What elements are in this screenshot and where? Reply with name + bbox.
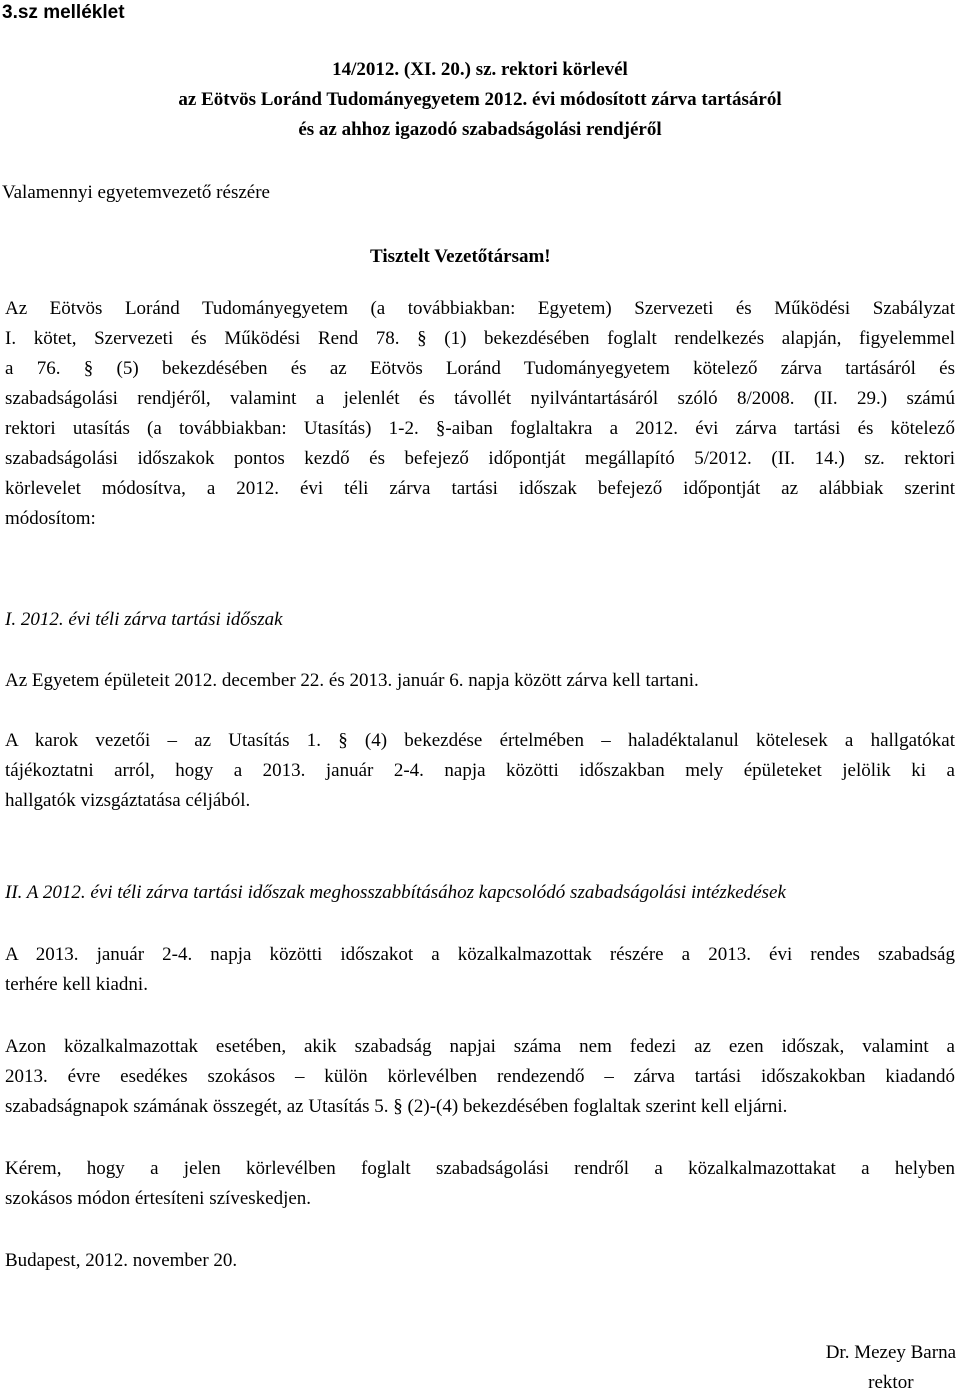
- section-2-line: Azon közalkalmazottak esetében, akik szabadság napjai száma nem fedezi az ezen időszak, valamint a: [5, 1036, 955, 1057]
- intro-line: körlevelet módosítva, a 2012. évi téli zárva tartási időszak befejező időpontját az alábbiak szerint: [5, 478, 955, 499]
- intro-line: szabadságolási rendjéről, valamint a jelenlét és távollét nyilvántartásáról szóló 8/2008. (II. 29.) számú: [5, 388, 955, 409]
- section-1-line: A karok vezetői – az Utasítás 1. § (4) bekezdése értelmében – haladéktalanul kötelesek a hallgatókat: [5, 730, 955, 751]
- intro-line: I. kötet, Szervezeti és Működési Rend 78. § (1) bekezdésében foglalt rendelkezés alapján, figyelemmel: [5, 328, 955, 349]
- title-line-1: 14/2012. (XI. 20.) sz. rektori körlevél: [332, 59, 628, 80]
- title-line-3: és az ahhoz igazodó szabadságolási rendjéről: [298, 119, 662, 140]
- signature-role: rektor: [868, 1372, 914, 1393]
- section-2-line: terhére kell kiadni.: [5, 974, 148, 995]
- signature-block: [826, 1338, 956, 1398]
- section-2-line: szabadságnapok számának összegét, az Utasítás 5. § (2)-(4) bekezdésében foglaltak szerint kell eljárni.: [5, 1096, 788, 1117]
- section-2-line: 2013. évre esedékes szokásos – külön körlevélben rendezendő – zárva tartási időszakokban kiadandó: [5, 1066, 955, 1087]
- section-2-heading: II. A 2012. évi téli zárva tartási időszak meghosszabbításához kapcsolódó szabadságolási intézkedések: [5, 882, 786, 903]
- section-2-paragraph-1: [5, 940, 955, 1000]
- section-1-paragraph-1: Az Egyetem épületeit 2012. december 22. és 2013. január 6. napja között zárva kell tartani.: [5, 670, 699, 691]
- section-2-line: A 2013. január 2-4. napja közötti időszakot a közalkalmazottak részére a 2013. évi rendes szabadság: [5, 944, 955, 965]
- section-1-heading: I. 2012. évi téli zárva tartási időszak: [5, 609, 283, 630]
- annex-label: 3.sz melléklet: [2, 2, 125, 23]
- signature-name: Dr. Mezey Barna: [825, 1342, 956, 1363]
- section-1-line: hallgatók vizsgáztatása céljából.: [5, 790, 251, 811]
- intro-line: a 76. § (5) bekezdésében és az Eötvös Loránd Tudományegyetem kötelező zárva tartásáról és: [5, 358, 955, 379]
- place-date: Budapest, 2012. november 20.: [5, 1250, 238, 1271]
- intro-paragraph: [5, 294, 955, 534]
- intro-line: szabadságolási időszakok pontos kezdő és befejező időpontját megállapító 5/2012. (II. 14.) sz. rektori: [5, 448, 955, 469]
- section-2-line: Kérem, hogy a jelen körlevélben foglalt szabadságolási rendről a közalkalmazottakat a helyben: [5, 1158, 955, 1179]
- greeting: Tisztelt Vezetőtársam!: [370, 246, 551, 267]
- section-2-paragraph-3: [5, 1154, 955, 1214]
- section-2-line: szokásos módon értesíteni szíveskedjen.: [5, 1188, 312, 1209]
- addressee: Valamennyi egyetemvezető részére: [2, 182, 270, 203]
- section-1-paragraph-2: [5, 726, 955, 816]
- intro-line: Az Eötvös Loránd Tudományegyetem (a továbbiakban: Egyetem) Szervezeti és Működési Szabályzat: [5, 298, 955, 319]
- intro-line: módosítom:: [5, 508, 96, 529]
- section-1-line: tájékoztatni arról, hogy a 2013. január 2-4. napja közötti időszakban mely épületeket jelölik ki a: [5, 760, 955, 781]
- intro-line: rektori utasítás (a továbbiakban: Utasítás) 1-2. §-aiban foglaltakra a 2012. évi zárva tartási és kötelező: [5, 418, 955, 439]
- section-2-paragraph-2: [5, 1032, 955, 1122]
- title-line-2: az Eötvös Loránd Tudományegyetem 2012. évi módosított zárva tartásáról: [178, 89, 782, 110]
